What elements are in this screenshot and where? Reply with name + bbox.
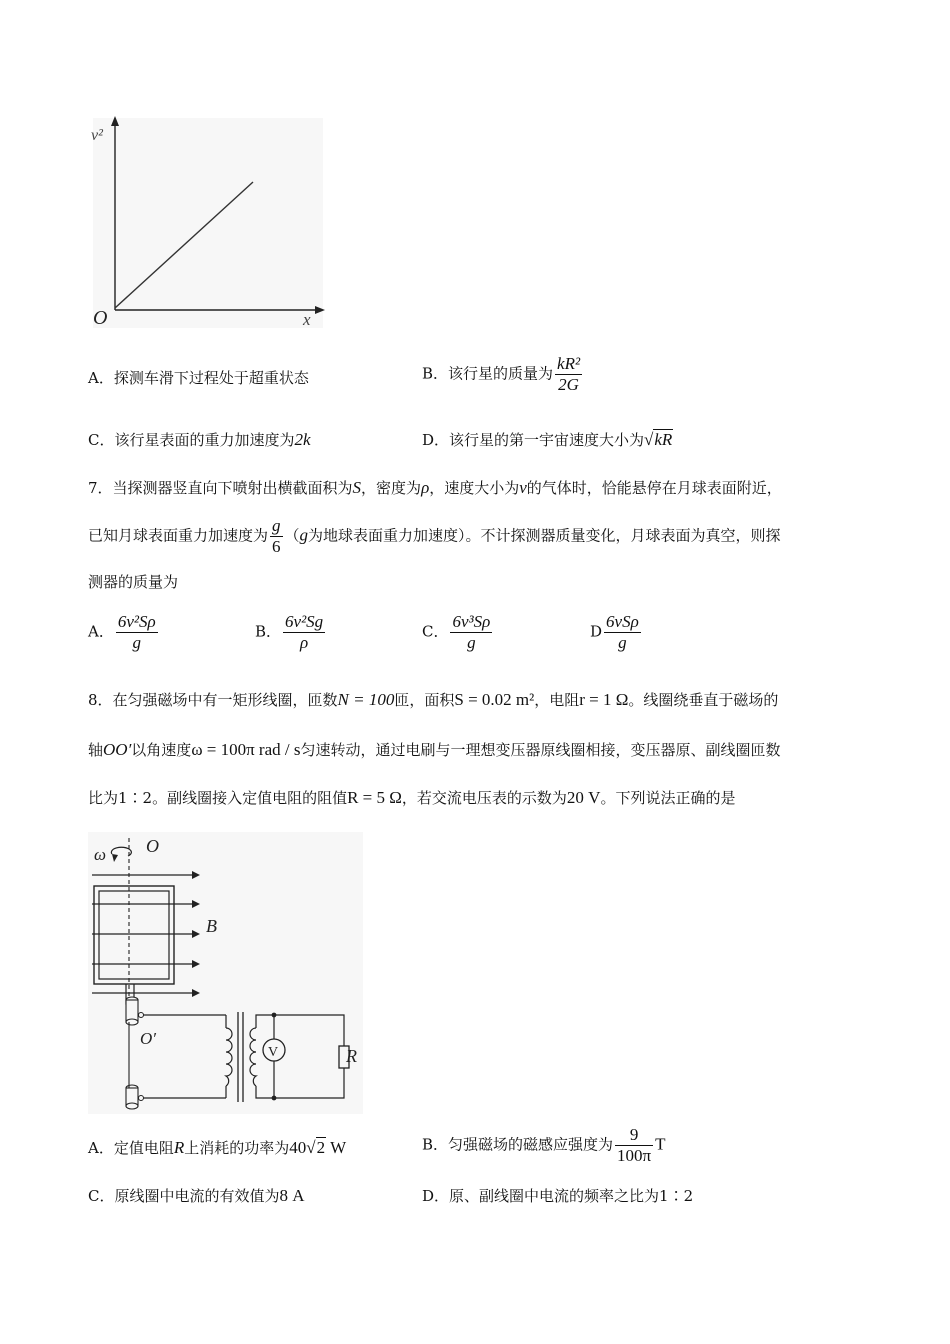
generator-circuit-diagram: [88, 832, 363, 1114]
q7-text: 的气体时，恰能悬停在月球表面附近，: [526, 479, 782, 497]
q8-option-a: [88, 1138, 346, 1158]
q8-option-b: [422, 1125, 666, 1166]
fraction-numerator: kR²: [557, 354, 581, 373]
symbol-g: g: [299, 525, 309, 545]
x-axis-label: x: [303, 310, 311, 329]
field-strength-fraction: [615, 1125, 653, 1166]
option-letter: A．: [88, 1139, 114, 1157]
option-letter: D: [590, 622, 603, 641]
q7-text: ，速度大小为: [429, 479, 520, 497]
radicand: kR: [654, 430, 673, 449]
option-text: 匀强磁场的磁感应强度为: [448, 1135, 614, 1154]
fraction-denominator: g: [618, 633, 627, 652]
option-fraction: [604, 612, 641, 653]
q7-text: ，密度为: [361, 479, 422, 497]
resistor-label: R: [346, 1046, 357, 1066]
resistance-equation: r = 1 Ω: [579, 690, 629, 709]
q8-text: 比为1∶2。副线圈接入定值电阻的阻值: [88, 789, 348, 807]
option-letter: A．: [88, 369, 114, 387]
origin-label: O: [93, 307, 108, 329]
sqrt-expression: √2: [306, 1138, 326, 1157]
fraction-numerator: 9: [615, 1125, 653, 1146]
axis-bottom-label: O′: [140, 1029, 156, 1048]
q8-text: 8．在匀强磁场中有一矩形线圈，匝数: [88, 691, 338, 709]
fraction-denominator: g: [132, 633, 141, 652]
load-resistance-equation: R = 5 Ω: [347, 788, 402, 807]
option-letter: C．: [422, 622, 449, 641]
fraction-numerator: 6v²Sρ: [117, 612, 156, 631]
omega-equation: ω = 100π rad / s: [191, 740, 301, 759]
option-text: 该行星表面的重力加速度为: [114, 431, 295, 449]
option-letter: D．: [422, 1187, 450, 1205]
q8-text: ，电阻: [534, 691, 580, 709]
option-letter: B．: [255, 622, 282, 641]
q8-text: ，若交流电压表的示数为: [401, 789, 567, 807]
option-math: 8 A: [279, 1186, 305, 1205]
q8-text: 匀速转动，通过电刷与一理想变压器原线圈相接，变压器原、副线圈匝数: [300, 741, 781, 759]
option-text: 上消耗的功率为: [184, 1139, 290, 1157]
unit: T: [655, 1134, 666, 1154]
fraction-numerator: 6v²Sg: [285, 612, 324, 631]
q7-text: 7．当探测器竖直向下喷射出横截面积为: [88, 479, 353, 497]
option-letter: B．: [422, 364, 449, 383]
voltmeter-reading: 20 V: [566, 788, 601, 807]
unit: W: [330, 1138, 347, 1157]
g-over-6-fraction: [270, 516, 283, 557]
turns-equation: N = 100: [337, 690, 395, 709]
fraction-denominator: ρ: [300, 633, 309, 652]
fraction-denominator: 2G: [558, 375, 579, 394]
q7-text: 为地球表面重力加速度）。不计探测器质量变化，月球表面为真空，则探: [308, 526, 781, 545]
fraction-numerator: 6vSρ: [606, 612, 639, 631]
fraction-denominator: g: [467, 633, 476, 652]
area-equation: S = 0.02 m²: [454, 690, 535, 709]
q7-text: （: [284, 526, 300, 545]
option-text: 定值电阻: [113, 1139, 174, 1157]
axis-symbol: OO′: [103, 740, 132, 759]
q7-option-c: [422, 612, 494, 653]
q8-option-d: [422, 1186, 693, 1206]
q7-text: 测器的质量为: [88, 573, 179, 591]
option-letter: A．: [88, 622, 114, 641]
fraction-denominator: 6: [272, 537, 281, 556]
q8-line-3: [88, 788, 735, 808]
option-text: 原线圈中电流的有效值为: [114, 1187, 280, 1205]
symbol-v: v: [519, 478, 527, 497]
symbol-R: R: [173, 1138, 185, 1157]
q6-option-b: [422, 354, 584, 395]
q8-option-c: [88, 1186, 305, 1206]
option-text: 该行星的第一宇宙速度大小为: [449, 431, 645, 449]
y-axis-label: v²: [91, 127, 103, 144]
option-letter: C．: [88, 431, 115, 449]
q8-line-2: [88, 740, 780, 760]
axis-top-label: O: [146, 836, 159, 856]
q6-option-d: [422, 430, 673, 450]
q7-option-a: [88, 612, 160, 653]
option-letter: B．: [422, 1135, 449, 1154]
q8-text: 匝，面积: [394, 691, 455, 709]
option-letter: C．: [88, 1187, 115, 1205]
voltmeter-label: V: [268, 1045, 279, 1060]
fraction-numerator: 6v³Sρ: [452, 612, 491, 631]
fraction-numerator: g: [272, 516, 281, 535]
q8-line-1: [88, 690, 778, 710]
option-math: 2k: [294, 430, 311, 449]
option-text: 该行星的质量为: [448, 364, 554, 383]
q7-text: 已知月球表面重力加速度为: [88, 526, 269, 545]
power-coefficient: 40: [289, 1138, 307, 1157]
v2-x-graph: [85, 110, 335, 335]
q7-option-b: [255, 612, 327, 653]
fraction-denominator: 100π: [617, 1146, 652, 1165]
field-label: B: [206, 916, 217, 936]
radicand: 2: [316, 1138, 326, 1157]
option-fraction: [283, 612, 325, 653]
option-fraction: [450, 612, 492, 653]
q8-text: 以角速度: [131, 741, 192, 759]
option-text: 探测车滑下过程处于超重状态: [113, 369, 309, 387]
mass-fraction: [555, 354, 582, 395]
omega-label: ω: [94, 845, 107, 864]
q7-line-1: [88, 478, 782, 498]
option-letter: D．: [422, 431, 450, 449]
q8-text: 。下列说法正确的是: [600, 789, 736, 807]
q6-option-a: [88, 368, 309, 388]
option-fraction: [116, 612, 158, 653]
symbol-S: S: [352, 478, 362, 497]
q8-text: 轴: [88, 741, 104, 759]
q7-option-d: [590, 612, 643, 653]
symbol-rho: ρ: [421, 478, 430, 497]
q7-line-3: [88, 572, 178, 592]
q8-text: 。线圈绕垂直于磁场的: [628, 691, 779, 709]
option-text: 原、副线圈中电流的频率之比为1∶2: [449, 1187, 694, 1205]
sqrt-expression: √kR: [644, 430, 673, 449]
q6-option-c: [88, 430, 311, 450]
q7-line-2: [88, 516, 781, 557]
